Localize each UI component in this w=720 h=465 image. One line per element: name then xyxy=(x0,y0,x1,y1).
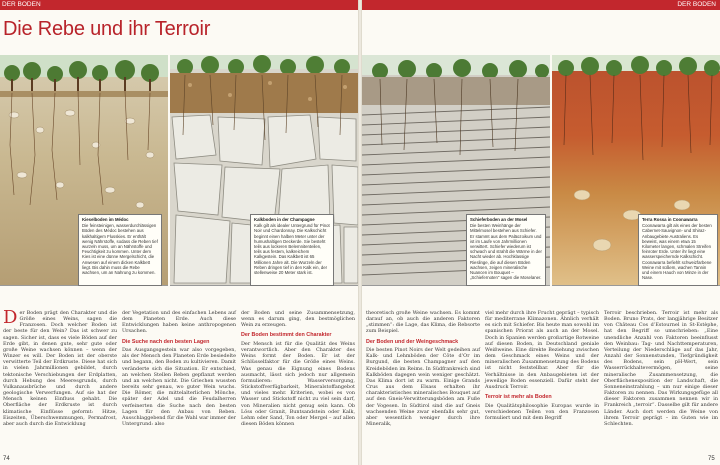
page-number-right: 75 xyxy=(708,456,715,462)
subheading: Der Boden und der Weingeschmack xyxy=(366,338,459,345)
caption-medoc xyxy=(78,214,162,286)
caption-title: Schieferboden an der Mosel xyxy=(470,217,528,222)
page-number-left: 74 xyxy=(3,456,10,462)
column-text: Terroir beschrieben. Terroir ist mehr als Boden. Bruno Prats, der langjährige Besitzer von Château Cos d’Estournel in St-Estèphe, hat den Begriff so umschrieben: „Eine unendliche Anzahl von Faktoren beeinflusst den Weinbau: Tag- und Nachttemperaturen, Verteilung der Niederschläge auf das Jahr, Anzahl der Sonnenstunden, Tiefgründigkeit des Bodens, sein pH-Wert, sein Wasserrückhaltevermögen, seine mineralische Zusammensetzung, die Oberflächenexposition der Landschaft, die Sonneneinstrahlung – um nur einige dieser Faktoren zu nennen. Das Wirkungsgefüge all dieser Faktoren zusammen nennen wir in Frankreich „terroir“. Dasselbe gilt für andere Länder. Auch dort werden die Weine von ihrem Terroir geprägt – im Guten wie im Schlechten. xyxy=(604,310,718,427)
page-title: Die Rebe und ihr Terroir xyxy=(3,18,211,40)
caption-body: Kalk gilt als idealer Untergrund für Pinot Noir und Chardonnay. Die Kalkschicht beginnt einen halben Meter unter der humushaltigen Deckerde. Sie besteht teils aus lockeren Belemnitenteilen, teils aus festem, kalkreichem Kalkgestein. Das Kalkbett ist 65 Millionen Jahre alt. Die Wurzeln der Reben dringen tief in den Kalk ein, der stellenweise 20 Meter stark ist. xyxy=(254,223,330,276)
subheading: Terroir ist mehr als Boden xyxy=(485,394,552,401)
text-column-5 xyxy=(485,310,599,421)
subheading: Der Boden bestimmt den Charakter xyxy=(241,332,332,339)
column-text: Die Qualitätsphilosophie Europas wurde in verschiedenen Teilen von den Franzosen formuliert und mit dem Begriff xyxy=(485,402,599,421)
text-column-3 xyxy=(241,310,355,427)
column-text: Der Mensch ist für die Qualität des Weins verantwortlich. Aber den Charakter des Weins formt der Boden. Er ist der Schlüsselfaktor für die Größe eines Weins. Was genau die Eignung eines Bodens ausmacht, lässt sich jedoch nur allgemein formulieren: Wasserversorgung, Stickstoffverfügbarkeit, Mineralstoffangebot und vieles mehr. Kriterien, wobei es von Wasser und Stickstoff nicht zu viel sein darf, von Mineralien nicht genug sein kann. Ob Löss oder Granit, Buntsandstein oder Kalk, Lehm oder Sand, Ton oder Mergel – auf allen diesen Böden können xyxy=(241,340,355,427)
column-text: der Boden und seine Zusammensetzung, wenn es darum ging, den bestmöglichen Wein zu erzeugen. xyxy=(241,310,355,329)
caption-mosel xyxy=(466,214,546,286)
column-text: er Boden prägt den Charakter und die Größe eines Weins, sagen die Franzosen. Doch welcher Boden ist der beste für den Wein? Das ist schwer zu sagen. Sicher ist, dass es viele Böden auf der Erde gibt, in denen gute, sehr gute oder große Weine wachsen können – wenn der Winzer es will. Der Boden ist der oberste verwitterte Teil der Erdkruste. Diese hat sich in vielen Jahrmillionen gebildet, durch tektonische Verschiebungen der Erdplatten, durch Hebung des Meeresgrunds, durch Vulkanausbrüche und durch andere geologische Verwerfungen. Auf sie hat der Mensch keinen Einfluss gehabt. Die Oberfläche der Erdkruste ist durch klimatische Einflüsse geformt: Hitze, Eiszeiten, Überschwemmungen, Permafrost, aber auch durch die Entwicklung xyxy=(3,310,117,427)
running-head-left: DER BODEN xyxy=(0,0,358,10)
caption-champagne xyxy=(250,214,334,286)
column-text: viel mehr durch ihre Frucht geprägt – typisch für mediterrane Klimazonen. Ähnlich verhält es sich mit Schiefer. Bis heute man sowohl im spanischen Priorat als auch an der Mosel. Doch in Spanien werden großartige Rotweine auf diesen Boden, in Deutschland geniale Weißweine. Eine direkte Beziehung zwischen dem Geschmack eines Weins und der mineralischen Zusammensetzung des Bodens ist nicht feststellbar. Aber für die Verhältnisse in den Anbaugebieten ist der jeweilige Boden essenziell. Dafür steht der Ausdruck Terroir. xyxy=(485,310,599,390)
column-text: Das Ausgangsgestein war also vorgegeben, als der Mensch den Planeten Erde besiedelte und begann, den Boden zu kultivieren. Damit veränderte sich die Situation. Er entschied, an welchen Stellen Reben gepflanzt werden und an welchen nicht. Die Griechen wussten bereits sehr genau, wo guter Wein wuchs. Die Römer, die mittelalterlichen Mönche, später der Adel und die Feudalherren verfeinerten die Suche nach den besten Lagen für den Anbau von Reben. Ausschlaggebend für die Wahl war immer der Untergrund: also xyxy=(122,347,236,427)
caption-title: Terra Rossa in Coonawarra xyxy=(642,217,698,222)
subheading: Die Suche nach den besten Lagen xyxy=(122,338,210,345)
caption-body: Coonawarra gilt als eines der besten Cabernet-Sauvignon- und Shiraz-Anbaugebiete Australiens. Es beweist, was einem etwa 15 Kilometer langen, schmalen Streifen feinroter Erde. Unter ihr liegt eine wasserspeichernde Kalkschicht. Coonawarra befiehlt schweizfarbene Weine mit süßem, wachen Tannin und einem Hauch von Minze in der Nase. xyxy=(642,223,712,281)
caption-body: Die besten Weinhänge der Mittelmosel bestehen aus Schiefer. Er stammt aus dem Paläozoikum und ist im Laufe von Jahrmillionen verwittert. Schiefer wiederum ist schwach und strahlt die Wärme in der Nacht wieder ab. Hochklassige Rieslinge, die auf diesen Böden wachsen, zeigen mineralische Nuancen im Bouquet – „Schiefernoten“ sagen die Moselaner. xyxy=(470,223,542,281)
drop-cap: D xyxy=(3,307,18,328)
text-column-1 xyxy=(3,307,117,427)
running-head-right: DER BODEN xyxy=(362,0,720,10)
column-text: der Vegetation und des einfachen Lebens auf dem Planeten Erde. Auch diese Entwicklungen haben keine anthropogenen Ursachen. xyxy=(122,310,236,335)
text-column-4 xyxy=(366,310,480,427)
caption-body: Die feinsteinigen, wasserdurchlässigen Böden des Médoc bestehen aus kalkhaltigem Flusskies. Er enthält wenig Nährstoffe, sodass die Reben tief wurzeln muss, um an Nährstoffe und Feuchtigkeit zu kommen. Unter dem Kies ist eine dünne Mergelschicht, die Anwesen auf einem dicken Kalkbett liegt. Bis dahin muss die Rebe wachsen, um an Nahrung zu kommen. xyxy=(82,223,158,276)
caption-coonawarra xyxy=(638,214,718,286)
column-text: Die besten Pinot Noirs der Welt gedeihen auf Kalk- und Lehmböden der Côte d’Or im Burgund, die besten Champagner auf den Kreideböden im Reims. In Südfrankreich sind Kalkböden dagegen wein weniger geschätzt. Das Klima dort ist zu warm. Einige Grands Crus aus dem Elsass erhalten ihr charakteristisches mineralisches Bouquet auf auf den Gneis-Verwitterungsböden am Fuße der Vogesen. In Südtirol sind die auf Gneis wachsenden Weine zwar ebenfalls sehr gut, aber wesentlich weniger durch ihre Mineralik, xyxy=(366,347,480,427)
column-text: theoretisch große Weine wachsen. Es kommt darauf an, ob auch die anderen Faktoren „stimmen“: die Lage, das Klima, die Rebsorte zum Beispiel. xyxy=(366,310,480,335)
text-column-6 xyxy=(604,310,718,427)
text-column-2 xyxy=(122,310,236,427)
caption-title: Kalkboden in der Champagne xyxy=(254,217,315,222)
caption-title: Kieselboden im Médoc xyxy=(82,217,129,222)
